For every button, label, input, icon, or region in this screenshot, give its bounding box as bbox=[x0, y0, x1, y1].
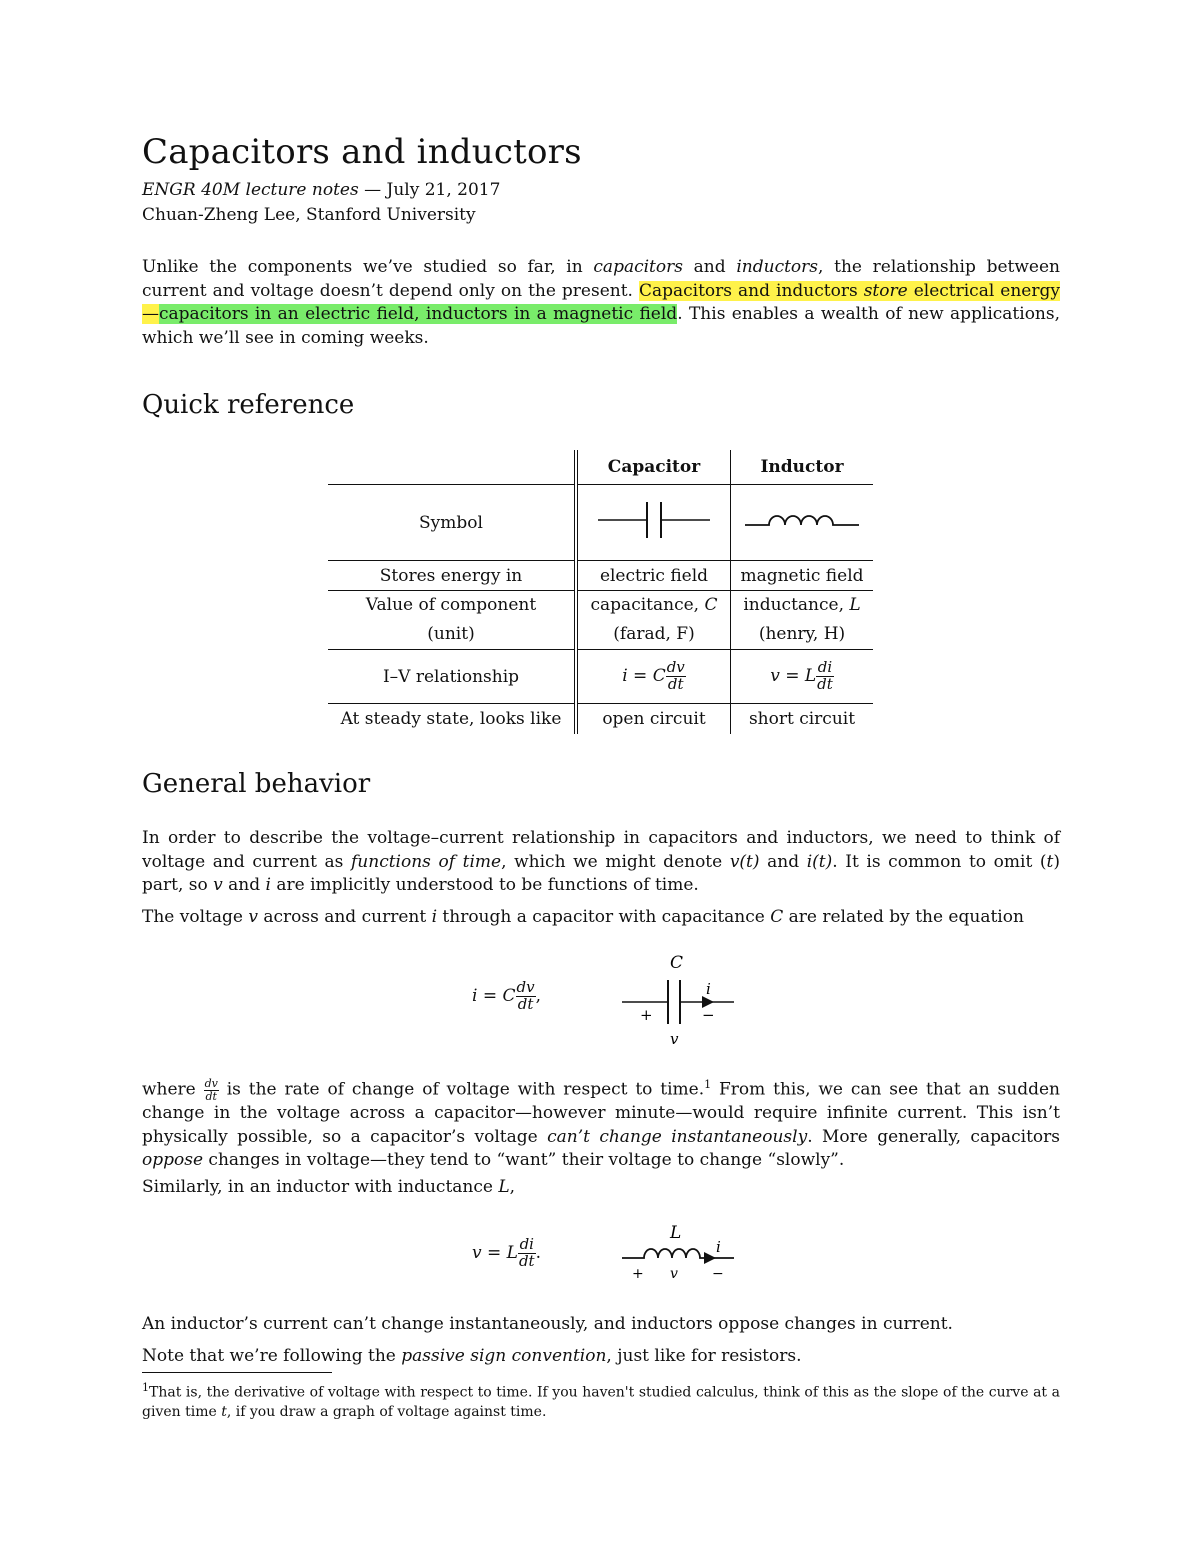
inductor-equation-display: v = L $\frac{di}{dt}$ . bbox=[472, 1235, 541, 1270]
heading-quick-reference: Quick reference bbox=[142, 390, 355, 420]
table-row-iv bbox=[328, 650, 873, 704]
term-inductors: inductors bbox=[736, 257, 819, 277]
footnote-marker: 1 bbox=[704, 1078, 712, 1091]
row-label: Stores energy in bbox=[328, 561, 576, 591]
capacitor-circuit-diagram bbox=[618, 950, 738, 1050]
capacitor-symbol-icon bbox=[594, 498, 714, 542]
page-title: Capacitors and inductors bbox=[142, 132, 582, 172]
table-header-row bbox=[328, 450, 873, 485]
paragraph-capacitor-equation-intro: The voltage v across and current i through a capacitor with capacitance C are related by the equation bbox=[142, 907, 1024, 927]
column-capacitor: Capacitor bbox=[576, 450, 731, 485]
capacitor-value: open circuit bbox=[576, 704, 731, 734]
paragraph-sign-convention: Note that we’re following the passive sign convention, just like for resistors. bbox=[142, 1346, 802, 1366]
capacitor-equation-display: i = C $\frac{dv}{dt}$ , bbox=[472, 978, 541, 1013]
circuit-label-C: C bbox=[670, 953, 684, 973]
capacitor-equation: i = C $\frac{dv}{dt}$ bbox=[576, 650, 731, 704]
paragraph-functions-of-time: In order to describe the voltage–current relationship in capacitors and inductors, we need to think of voltage and current as functions of time, which we might denote v(t) and i(t). It is common to omit (t) part, so v and i are implicitly understood to be functions of time. bbox=[142, 828, 1060, 895]
intro-paragraph: Unlike the components we’ve studied so far, in capacitors and inductors, the relationship between current and voltage doesn’t depend only on the present. Capacitors and inductors store electrical energy—capacitors in an electric field, inductors in a magnetic field. This enables a wealth of new applications, which we’ll see in coming weeks. bbox=[142, 257, 1061, 348]
inductor-value: magnetic field bbox=[731, 561, 874, 591]
table-row-steady-state bbox=[328, 704, 873, 734]
highlight-green: capacitors in an electric field, inductors in a magnetic field bbox=[159, 304, 678, 324]
quick-reference-table bbox=[328, 450, 873, 734]
footnote: $^1$That is, the derivative of voltage with respect to time. If you haven't studied calculus, think of this as the slope of the curve at a given time t, if you draw a graph of voltage against time. bbox=[142, 1381, 1060, 1420]
circuit-label-v: v bbox=[670, 1266, 678, 1282]
term-capacitors: capacitors bbox=[593, 257, 683, 277]
inductor-equation: v = L $\frac{di}{dt}$ bbox=[731, 650, 874, 704]
circuit-plus: + bbox=[640, 1006, 653, 1024]
row-label: At steady state, looks like bbox=[328, 704, 576, 734]
subtitle bbox=[142, 180, 500, 200]
table-header-empty bbox=[328, 450, 576, 485]
row-label: Symbol bbox=[328, 485, 576, 561]
row-label: I–V relationship bbox=[328, 650, 576, 704]
paragraph-inductor-behavior: An inductor’s current can’t change instantaneously, and inductors oppose changes in current. bbox=[142, 1314, 953, 1334]
circuit-minus: − bbox=[712, 1266, 724, 1282]
circuit-label-i: i bbox=[716, 1238, 721, 1256]
paragraph-inductor-intro: Similarly, in an inductor with inductance L, bbox=[142, 1177, 516, 1197]
circuit-plus: + bbox=[632, 1266, 644, 1282]
inductor-symbol-icon bbox=[743, 505, 861, 535]
current-arrow-icon bbox=[704, 1252, 716, 1264]
footnote-rule bbox=[142, 1372, 332, 1373]
capacitor-value: capacitance, C (farad, F) bbox=[576, 591, 731, 650]
capacitor-symbol-cell bbox=[576, 485, 731, 561]
subtitle-dash: — bbox=[358, 180, 387, 200]
course-name: ENGR 40M lecture notes bbox=[142, 180, 359, 200]
author-line: Chuan-Zheng Lee, Stanford University bbox=[142, 205, 476, 225]
circuit-label-L: L bbox=[670, 1223, 682, 1243]
highlight-yellow: Capacitors and inductors store electrical energy— bbox=[142, 280, 1060, 324]
inductor-circuit-diagram bbox=[618, 1218, 738, 1284]
inductor-value: inductance, L (henry, H) bbox=[731, 591, 874, 650]
lecture-date: July 21, 2017 bbox=[386, 180, 501, 200]
table-row-symbol bbox=[328, 485, 873, 561]
circuit-minus: − bbox=[702, 1006, 715, 1024]
circuit-label-i: i bbox=[706, 980, 711, 998]
row-label: Value of component (unit) bbox=[328, 591, 576, 650]
table-row-energy bbox=[328, 561, 873, 591]
column-inductor: Inductor bbox=[731, 450, 874, 485]
circuit-label-v: v bbox=[670, 1030, 679, 1048]
heading-general-behavior: General behavior bbox=[142, 769, 371, 799]
capacitor-value: electric field bbox=[576, 561, 731, 591]
paragraph-capacitor-behavior: where $\frac{dv}{dt}$ is the rate of change of voltage with respect to time.$^1$ From this, we can see that an sudden change in the voltage across a capacitor—however minute—would require infinite current. This isn’t physically possible, so a capacitor’s voltage can’t change instantaneously. More generally, capacitors oppose changes in voltage—they tend to “want” their voltage to change “slowly”. bbox=[142, 1077, 1060, 1171]
inductor-symbol-cell bbox=[731, 485, 874, 561]
table-row-value bbox=[328, 591, 873, 650]
inductor-value: short circuit bbox=[731, 704, 874, 734]
